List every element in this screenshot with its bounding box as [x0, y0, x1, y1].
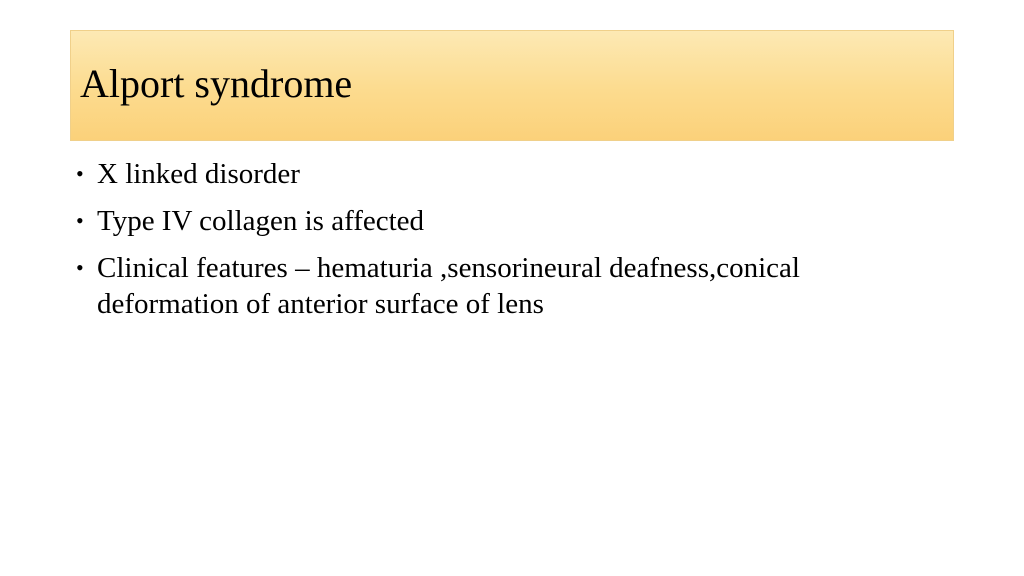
slide-title: Alport syndrome — [80, 61, 353, 106]
bullet-list — [76, 156, 946, 333]
bullet-item — [76, 250, 946, 322]
bullet-text: X linked disorder — [97, 158, 300, 190]
bullet-text: Clinical features – hematuria ,sensorineural deafness,conical deformation of anterior surface of lens — [97, 252, 800, 320]
bullet-icon: • — [76, 255, 84, 280]
bullet-icon: • — [76, 161, 84, 186]
bullet-item — [76, 156, 946, 192]
bullet-text: Type IV collagen is affected — [97, 205, 425, 237]
title-banner — [70, 30, 954, 141]
bullet-item — [76, 203, 946, 239]
bullet-icon: • — [76, 208, 84, 233]
